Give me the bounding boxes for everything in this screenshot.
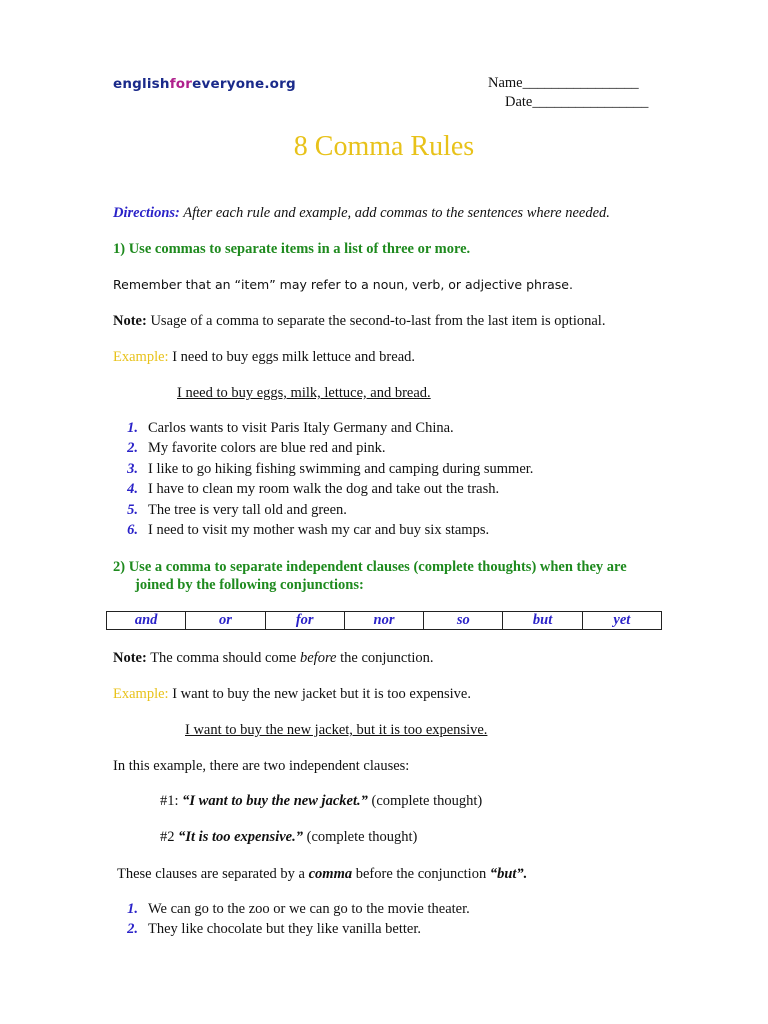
- rule2-example-label: Example:: [113, 686, 169, 702]
- item-text[interactable]: We can go to the zoo or we can go to the movie theater.: [148, 900, 470, 917]
- rule2-exercise-list: [103, 899, 470, 940]
- item-text[interactable]: I like to go hiking fishing swimming and camping during summer.: [148, 460, 534, 477]
- list-item: [103, 899, 470, 920]
- item-text[interactable]: Carlos wants to visit Paris Italy Germany and China.: [148, 419, 454, 436]
- item-number: 2.: [127, 921, 138, 938]
- separated-emphasis: comma: [308, 866, 353, 882]
- rule1-example-text: I need to buy eggs milk lettuce and bread.: [168, 349, 416, 365]
- rule1-note-label: Note:: [113, 313, 147, 329]
- rule1-note: [113, 312, 605, 330]
- directions: [113, 204, 610, 222]
- item-text[interactable]: They like chocolate but they like vanilla better.: [148, 921, 421, 938]
- item-number: 6.: [127, 522, 138, 539]
- conjunctions-table: [106, 611, 662, 630]
- date-field[interactable]: Date________________: [505, 94, 649, 110]
- list-item: [103, 480, 533, 501]
- item-text[interactable]: I need to visit my mother wash my car and buy six stamps.: [148, 522, 490, 539]
- item-number: 3.: [127, 460, 138, 477]
- rule1-corrected-example: I need to buy eggs, milk, lettuce, and bread.: [177, 385, 431, 401]
- rule1-example-label: Example:: [113, 349, 169, 365]
- clause-2-quote: “It is too expensive.”: [178, 829, 303, 845]
- item-text[interactable]: My favorite colors are blue red and pink.: [148, 440, 386, 457]
- list-item: [103, 418, 533, 439]
- separated-text1: These clauses are separated by a: [117, 866, 309, 882]
- clause-2-num: #2: [160, 829, 179, 845]
- name-field[interactable]: Name________________: [488, 75, 639, 91]
- item-number: 1.: [127, 900, 138, 917]
- directions-text: After each rule and example, add commas to the sentences where needed.: [179, 205, 610, 221]
- rule2-note-label: Note:: [113, 650, 147, 666]
- rule1-exercise-list: [103, 418, 533, 541]
- list-item: [103, 920, 470, 941]
- rule2-corrected-example: I want to buy the new jacket, but it is too expensive.: [185, 722, 488, 738]
- item-text[interactable]: I have to clean my room walk the dog and take out the trash.: [148, 481, 500, 498]
- item-number: 1.: [127, 419, 138, 436]
- list-item: [103, 500, 533, 521]
- clause-1-num: #1:: [160, 793, 183, 809]
- clause-2: [160, 828, 417, 846]
- rule2-example: [113, 685, 471, 703]
- conjunction-cell: nor: [344, 612, 423, 630]
- list-item: [103, 439, 533, 460]
- conjunction-cell: or: [186, 612, 265, 630]
- rule1-heading: 1) Use commas to separate items in a list of three or more.: [113, 241, 471, 257]
- directions-label: Directions:: [113, 205, 180, 221]
- rule2-separated-explanation: [117, 865, 527, 883]
- page-title: 8 Comma Rules: [293, 131, 475, 162]
- rule1-example: [113, 348, 415, 366]
- item-number: 4.: [127, 481, 138, 498]
- rule1-note-text: Usage of a comma to separate the second-to-last from the last item is optional.: [146, 313, 606, 329]
- separated-text2: before the conjunction: [352, 866, 490, 882]
- conjunction-cell: for: [265, 612, 344, 630]
- rule1-remember: Remember that an “item” may refer to a noun, verb, or adjective phrase.: [113, 277, 573, 292]
- rule2-note-text2: the conjunction.: [336, 650, 434, 666]
- conjunction-cell: and: [107, 612, 186, 630]
- list-item: [103, 459, 533, 480]
- rule2-note-text1: The comma should come: [146, 650, 300, 666]
- clause-1: [160, 792, 482, 810]
- clause-1-quote: “I want to buy the new jacket.”: [182, 793, 368, 809]
- conjunction-cell: so: [424, 612, 503, 630]
- rule2-note: [113, 649, 434, 667]
- conjunction-cell: yet: [582, 612, 661, 630]
- conjunction-cell: but: [503, 612, 582, 630]
- rule2-heading-line2: joined by the following conjunctions:: [135, 577, 364, 593]
- item-number: 5.: [127, 501, 138, 518]
- item-number: 2.: [127, 440, 138, 457]
- rule2-heading-line1: 2) Use a comma to separate independent clauses (complete thoughts) when they are: [113, 559, 627, 575]
- list-item: [103, 521, 533, 542]
- clause-2-note: (complete thought): [302, 829, 418, 845]
- logo-part-everyone: everyone.org: [192, 76, 296, 92]
- item-text[interactable]: The tree is very tall old and green.: [148, 501, 347, 518]
- rule2-note-emphasis: before: [299, 650, 337, 666]
- logo-part-for: for: [169, 76, 193, 92]
- clause-1-note: (complete thought): [367, 793, 483, 809]
- separated-quote: “but”.: [489, 866, 528, 882]
- rule2-example-text: I want to buy the new jacket but it is too expensive.: [168, 686, 471, 702]
- site-logo: [113, 76, 296, 92]
- rule2-explain: In this example, there are two independent clauses:: [113, 758, 410, 774]
- logo-part-english: english: [113, 76, 170, 92]
